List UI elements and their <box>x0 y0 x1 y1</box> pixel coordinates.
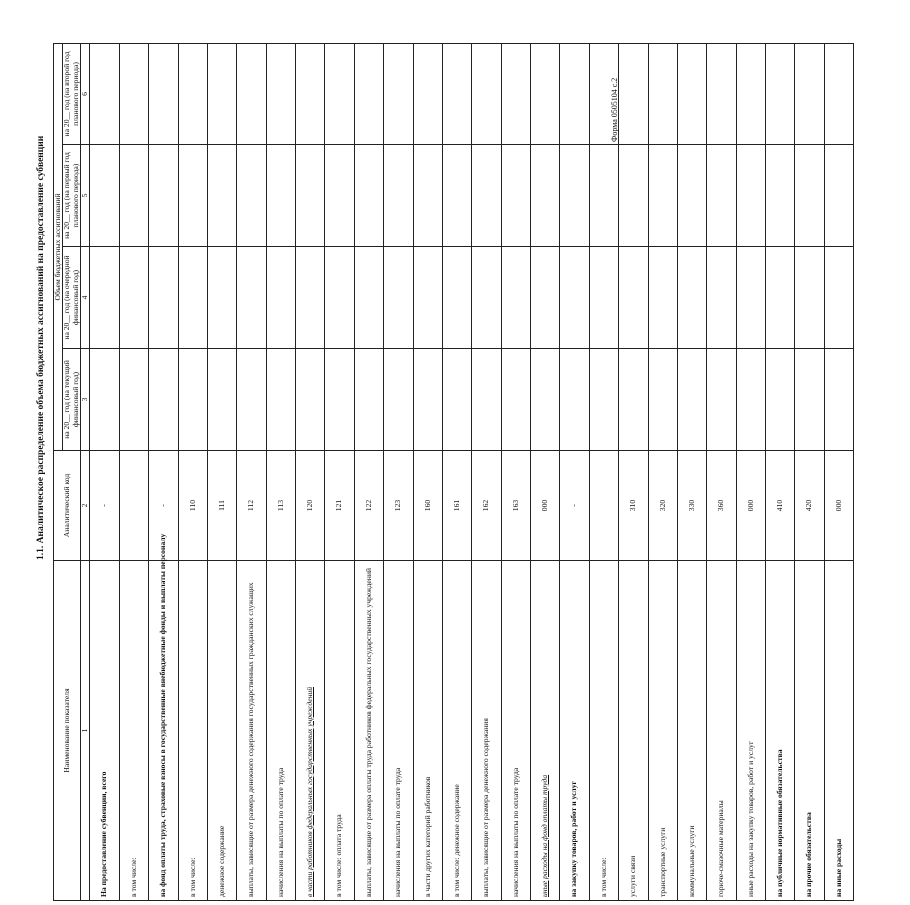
value-cell[interactable] <box>325 349 354 451</box>
table-row <box>736 43 765 900</box>
value-cell[interactable] <box>589 145 618 247</box>
row-code: 000 <box>824 451 853 561</box>
table-row <box>442 43 471 900</box>
value-cell[interactable] <box>354 43 383 144</box>
row-code: 110 <box>178 451 207 561</box>
row-name: в части других категорий работников <box>413 561 442 901</box>
row-code: 162 <box>472 451 501 561</box>
value-cell[interactable] <box>501 145 530 247</box>
header-year-1: на 20__ год (на текущий финансовый год) <box>63 349 81 451</box>
value-cell[interactable] <box>501 247 530 349</box>
table-row <box>648 43 677 900</box>
table-row <box>266 43 295 900</box>
table-row <box>237 43 266 900</box>
row-name: в том числе: <box>178 561 207 901</box>
row-code: 112 <box>237 451 266 561</box>
value-cell[interactable] <box>149 145 178 247</box>
row-name: на иные расходы <box>824 561 853 901</box>
value-cell[interactable] <box>589 349 618 451</box>
value-cell[interactable] <box>472 349 501 451</box>
row-name: в том числе: <box>119 561 148 901</box>
value-cell[interactable] <box>472 247 501 349</box>
value-cell[interactable] <box>766 247 795 349</box>
value-cell[interactable] <box>384 349 413 451</box>
value-cell[interactable] <box>442 145 471 247</box>
row-name: иные расходы на фонд оплаты труда <box>531 561 560 901</box>
row-name: на прочие обязательства <box>795 561 824 901</box>
value-cell[interactable] <box>149 247 178 349</box>
value-cell[interactable] <box>766 349 795 451</box>
value-cell[interactable] <box>619 145 648 247</box>
header-group: Объем бюджетных ассигнований <box>54 43 63 450</box>
value-cell[interactable] <box>736 43 765 144</box>
value-cell[interactable] <box>90 43 119 144</box>
row-code: 000 <box>531 451 560 561</box>
value-cell[interactable] <box>648 349 677 451</box>
value-cell[interactable] <box>119 349 148 451</box>
row-code: 330 <box>677 451 706 561</box>
value-cell[interactable] <box>207 349 236 451</box>
value-cell[interactable] <box>266 145 295 247</box>
row-name: в том числе: денежное содержание <box>442 561 471 901</box>
row-code: 161 <box>442 451 471 561</box>
column-number: 4 <box>81 247 90 349</box>
value-cell[interactable] <box>619 43 648 144</box>
column-number-row <box>81 43 90 900</box>
value-cell[interactable] <box>237 43 266 144</box>
value-cell[interactable] <box>677 43 706 144</box>
value-cell[interactable] <box>531 43 560 144</box>
table-row <box>501 43 530 900</box>
value-cell[interactable] <box>119 247 148 349</box>
table-row <box>824 43 853 900</box>
column-number: 1 <box>81 561 90 901</box>
value-cell[interactable] <box>560 43 589 144</box>
value-cell[interactable] <box>325 247 354 349</box>
value-cell[interactable] <box>296 349 325 451</box>
value-cell[interactable] <box>531 145 560 247</box>
value-cell[interactable] <box>384 145 413 247</box>
value-cell[interactable] <box>90 349 119 451</box>
value-cell[interactable] <box>795 349 824 451</box>
value-cell[interactable] <box>237 145 266 247</box>
value-cell[interactable] <box>795 43 824 144</box>
value-cell[interactable] <box>119 43 148 144</box>
row-name: начисления на выплаты по оплате труда <box>384 561 413 901</box>
row-name: выплаты, зависящие от размера денежного содержания государственных гражданских служащих <box>237 561 266 901</box>
value-cell[interactable] <box>619 349 648 451</box>
row-code: 123 <box>384 451 413 561</box>
value-cell[interactable] <box>648 247 677 349</box>
row-code: 163 <box>501 451 530 561</box>
value-cell[interactable] <box>149 349 178 451</box>
value-cell[interactable] <box>296 247 325 349</box>
value-cell[interactable] <box>648 43 677 144</box>
value-cell[interactable] <box>531 349 560 451</box>
row-name: услуги связи <box>619 561 648 901</box>
row-code: 410 <box>766 451 795 561</box>
table-row <box>531 43 560 900</box>
value-cell[interactable] <box>560 247 589 349</box>
value-cell[interactable] <box>795 247 824 349</box>
value-cell[interactable] <box>442 247 471 349</box>
value-cell[interactable] <box>413 349 442 451</box>
value-cell[interactable] <box>442 43 471 144</box>
value-cell[interactable] <box>795 145 824 247</box>
table-row <box>325 43 354 900</box>
row-code: 113 <box>266 451 295 561</box>
value-cell[interactable] <box>237 349 266 451</box>
value-cell[interactable] <box>736 349 765 451</box>
appropriations-table <box>53 43 854 901</box>
section-title <box>36 135 52 560</box>
table-row <box>795 43 824 900</box>
row-name: выплаты, зависящие от размера оплаты труда работников федеральных государственных учреждений <box>354 561 383 901</box>
table-row <box>119 43 148 900</box>
value-cell[interactable] <box>413 43 442 144</box>
table-row <box>589 43 618 900</box>
value-cell[interactable] <box>824 247 853 349</box>
header-year-4: на 20__ год (на второй год планового периода) <box>63 43 81 144</box>
column-number: 3 <box>81 349 90 451</box>
row-code <box>589 451 618 561</box>
table-row <box>472 43 501 900</box>
column-number: 2 <box>81 451 90 561</box>
value-cell[interactable] <box>589 247 618 349</box>
table-row <box>354 43 383 900</box>
row-code: - <box>149 451 178 561</box>
value-cell[interactable] <box>90 247 119 349</box>
header-code: Аналитический код <box>54 451 81 561</box>
value-cell[interactable] <box>736 145 765 247</box>
table-row <box>178 43 207 900</box>
row-code: 000 <box>736 451 765 561</box>
row-name: на закупку товаров, работ и услуг <box>560 561 589 901</box>
row-name: денежное содержание <box>207 561 236 901</box>
row-name: начисления на выплаты по оплате труда <box>501 561 530 901</box>
table-row <box>619 43 648 900</box>
value-cell[interactable] <box>266 247 295 349</box>
value-cell[interactable] <box>531 247 560 349</box>
row-name: На предоставление субвенции, всего <box>90 561 119 901</box>
row-code: 320 <box>648 451 677 561</box>
section-title-text: 1.1. Аналитическое распределение объема бюджетных ассигнований на предоставление субвенции <box>36 135 46 560</box>
value-cell[interactable] <box>472 145 501 247</box>
value-cell[interactable] <box>354 349 383 451</box>
table-row <box>560 43 589 900</box>
value-cell[interactable] <box>501 43 530 144</box>
row-code: 160 <box>413 451 442 561</box>
value-cell[interactable] <box>707 145 736 247</box>
header-year-2: на 20__ год (на очередной финансовый год) <box>63 247 81 349</box>
value-cell[interactable] <box>736 247 765 349</box>
row-code: 121 <box>325 451 354 561</box>
value-cell[interactable] <box>677 349 706 451</box>
value-cell[interactable] <box>325 145 354 247</box>
value-cell[interactable] <box>178 145 207 247</box>
table-row <box>413 43 442 900</box>
value-cell[interactable] <box>266 43 295 144</box>
value-cell[interactable] <box>207 247 236 349</box>
table-row <box>707 43 736 900</box>
row-code: 420 <box>795 451 824 561</box>
value-cell[interactable] <box>707 247 736 349</box>
table-row <box>384 43 413 900</box>
table-row <box>90 43 119 900</box>
table-row <box>677 43 706 900</box>
value-cell[interactable] <box>472 43 501 144</box>
value-cell[interactable] <box>149 43 178 144</box>
value-cell[interactable] <box>384 247 413 349</box>
value-cell[interactable] <box>677 145 706 247</box>
row-name: горюче-смазочные материалы <box>707 561 736 901</box>
value-cell[interactable] <box>824 43 853 144</box>
value-cell[interactable] <box>178 349 207 451</box>
row-code: 122 <box>354 451 383 561</box>
value-cell[interactable] <box>677 247 706 349</box>
value-cell[interactable] <box>207 145 236 247</box>
value-cell[interactable] <box>766 43 795 144</box>
value-cell[interactable] <box>354 145 383 247</box>
value-cell[interactable] <box>442 349 471 451</box>
row-name: начисления на выплаты по оплате труда <box>266 561 295 901</box>
value-cell[interactable] <box>560 349 589 451</box>
value-cell[interactable] <box>266 349 295 451</box>
column-number: 6 <box>81 43 90 144</box>
table-body <box>54 43 854 900</box>
row-name: иные расходы на закупку товаров, работ и услуг <box>736 561 765 901</box>
value-cell[interactable] <box>707 349 736 451</box>
value-cell[interactable] <box>207 43 236 144</box>
table-row <box>296 43 325 900</box>
row-code <box>119 451 148 561</box>
value-cell[interactable] <box>766 145 795 247</box>
row-code: - <box>560 451 589 561</box>
table-row <box>766 43 795 900</box>
value-cell[interactable] <box>237 247 266 349</box>
value-cell[interactable] <box>354 247 383 349</box>
value-cell[interactable] <box>619 247 648 349</box>
value-cell[interactable] <box>648 145 677 247</box>
value-cell[interactable] <box>384 43 413 144</box>
row-code: 310 <box>619 451 648 561</box>
row-name: на фонд оплаты труда, страховые взносы в государственные внебюджетные фонды и выплаты персоналу <box>149 561 178 901</box>
row-code: 111 <box>207 451 236 561</box>
row-code: - <box>90 451 119 561</box>
value-cell[interactable] <box>824 349 853 451</box>
row-name: в части работников федеральных государственных учреждений <box>296 561 325 901</box>
table-row <box>207 43 236 900</box>
row-name: в том числе: <box>589 561 618 901</box>
value-cell[interactable] <box>296 43 325 144</box>
column-number: 5 <box>81 145 90 247</box>
value-cell[interactable] <box>119 145 148 247</box>
value-cell[interactable] <box>589 43 618 144</box>
value-cell[interactable] <box>501 349 530 451</box>
row-name: выплаты, зависящие от размера денежного содержания <box>472 561 501 901</box>
row-code: 120 <box>296 451 325 561</box>
value-cell[interactable] <box>178 43 207 144</box>
row-name: транспортные услуги <box>648 561 677 901</box>
value-cell[interactable] <box>296 145 325 247</box>
value-cell[interactable] <box>90 145 119 247</box>
row-name: в том числе: оплата труда <box>325 561 354 901</box>
table-row <box>149 43 178 900</box>
header-year-3: на 20__ год (на первый год планового периода) <box>63 145 81 247</box>
value-cell[interactable] <box>824 145 853 247</box>
value-cell[interactable] <box>413 145 442 247</box>
row-name: коммунальные услуги <box>677 561 706 901</box>
value-cell[interactable] <box>560 145 589 247</box>
row-name: на публичные нормативные обязательства <box>766 561 795 901</box>
rotated-table-area <box>53 44 910 897</box>
value-cell[interactable] <box>413 247 442 349</box>
header-name: Наименование показателя <box>54 561 81 901</box>
value-cell[interactable] <box>178 247 207 349</box>
row-code: 360 <box>707 451 736 561</box>
value-cell[interactable] <box>325 43 354 144</box>
value-cell[interactable] <box>707 43 736 144</box>
form-code-text: Форма 0505104 с.2 <box>610 77 619 142</box>
